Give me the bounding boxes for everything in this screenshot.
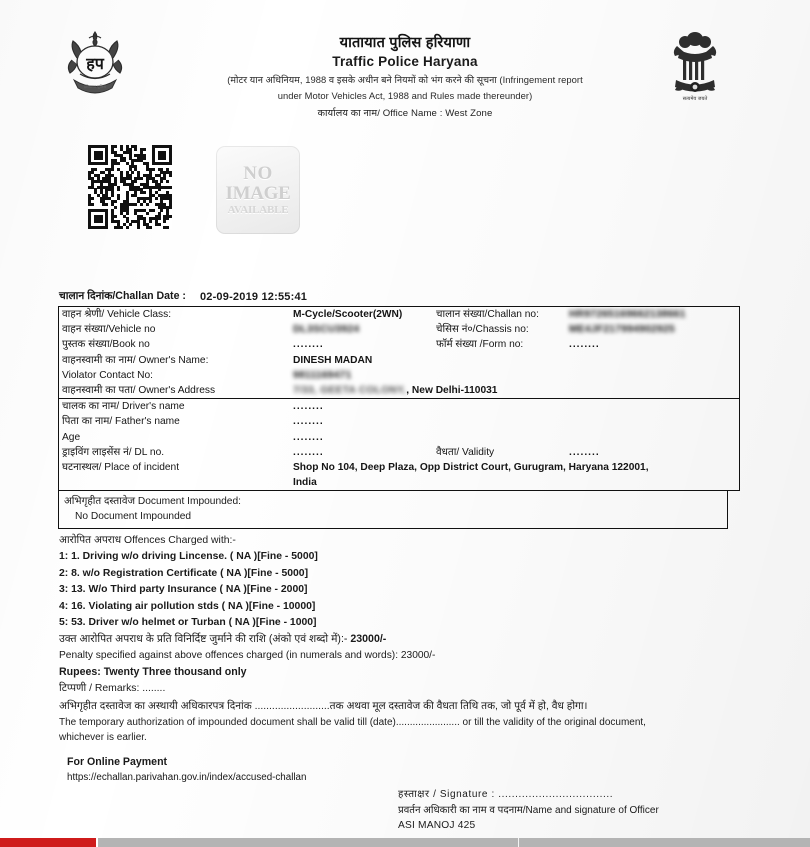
validity-label: वैधता/ Validity: [436, 446, 495, 458]
progress-fill: [0, 838, 97, 847]
dl-no-value: ........: [293, 446, 324, 458]
place-of-incident-value: [290, 460, 740, 491]
challan-no-value: HR97265169662138661: [569, 309, 686, 320]
table-row: [59, 322, 740, 337]
signature-line: हस्ताक्षर / Signature : ..................................: [398, 789, 614, 800]
spacer-cell: [433, 430, 566, 445]
form-no-value: ........: [569, 339, 600, 351]
offence-item: 3: 13. W/o Third party Insurance ( NA )[Fine - 2000]: [59, 584, 308, 596]
table-row: [59, 399, 740, 414]
document-header: [0, 0, 810, 140]
penalty-hindi-amount: 23000/-: [350, 633, 387, 646]
officer-name-designation-label: प्रवर्तन अधिकारी का नाम व पदनाम/Name and signature of Officer: [398, 804, 659, 816]
no-image-line-3: AVAILABLE: [227, 203, 289, 216]
place-of-incident-line-2: India: [293, 477, 317, 489]
svg-text:हरियाणा पुलिस: हरियाणा पुलिस: [83, 84, 107, 89]
owner-address-value: [290, 383, 740, 399]
driver-name-value: ........: [293, 401, 324, 413]
no-image-placeholder: [216, 146, 300, 234]
challan-no-label: चालान संख्या/Challan no:: [436, 309, 539, 320]
challan-date-row: [58, 289, 728, 303]
owner-name-value: DINESH MADAN: [293, 354, 373, 366]
spacer-cell: [433, 368, 566, 383]
age-label: Age: [62, 431, 81, 443]
progress-chapter-tick: [518, 838, 519, 847]
media-row: [0, 140, 810, 280]
video-progress-bar[interactable]: [0, 838, 810, 847]
title-english: Traffic Police Haryana: [332, 54, 478, 70]
age-value: ........: [293, 431, 324, 443]
no-image-line-1: NO: [243, 162, 273, 184]
authorization-english-line-1: The temporary authorization of impounded document shall be valid till (date)....................... or till the validity of the original document,: [59, 717, 646, 729]
document-body: [58, 289, 728, 785]
vehicle-no-value: DL3SCU3924: [293, 324, 360, 336]
spacer-cell: [566, 399, 740, 414]
subtitle-line-1: (मोटर यान अधिनियम, 1988 व इसके अधीन बने नियमों को भंग करने की सूचना (Infringement report: [227, 74, 583, 86]
table-row: [59, 368, 740, 383]
spacer-cell: [433, 353, 566, 368]
spacer-cell: [566, 430, 740, 445]
no-image-line-2: IMAGE: [225, 182, 291, 204]
chassis-no-value: ME4JF217994902925: [569, 324, 675, 336]
table-row: [59, 445, 740, 460]
title-hindi: यातायात पुलिस हरियाणा: [339, 35, 471, 51]
table-row: [59, 460, 740, 491]
challan-date-label: चालान दिनांक/Challan Date :: [59, 290, 186, 302]
validity-value: ........: [569, 446, 600, 458]
place-of-incident-line-1: Shop No 104, Deep Plaza, Opp District Court, Gurugram, Haryana 122001,: [293, 462, 649, 474]
spacer-cell: [433, 399, 566, 414]
remarks-row: टिप्पणी / Remarks: ........: [59, 682, 166, 694]
owner-address-clear: , New Delhi-110031: [406, 385, 498, 397]
document-title-block: [175, 34, 635, 102]
subtitle-line-2: under Motor Vehicles Act, 1988 and Rules made thereunder): [277, 89, 533, 101]
challan-qr-code: [88, 145, 172, 229]
spacer-cell: [566, 414, 740, 429]
authorization-hindi: अभिगृहीत दस्तावेज का अस्थायी अधिकारपत्र दिनांक ..........................तक अथवा मूल दस्तावेज की वैधता तिथि तक, जो पूर्व में हो, वैध होगा।: [59, 701, 588, 713]
spacer-cell: [566, 368, 740, 383]
online-payment-section: [58, 754, 728, 785]
offences-heading: आरोपित अपराध Offences Charged with:-: [59, 535, 236, 547]
document-impounded-heading: अभिगृहीत दस्तावेज Document Impounded:: [64, 496, 241, 508]
table-row: [59, 353, 740, 368]
emblem-caption: सत्यमेव जयते: [682, 96, 708, 102]
driver-details-table: [58, 399, 740, 491]
owner-address-redacted: 7/33, GEETA COLONY,: [293, 385, 407, 397]
table-row: [59, 414, 740, 429]
progress-knob[interactable]: [96, 838, 98, 847]
violator-contact-value: 9811169471: [293, 369, 352, 381]
document-impounded-box: [58, 491, 728, 529]
vehicle-owner-table: [58, 306, 740, 399]
haryana-police-emblem-icon: [58, 28, 132, 100]
offence-item: 5: 53. Driver w/o helmet or Turban ( NA )[Fine - 1000]: [59, 617, 317, 629]
offences-section: [58, 533, 728, 745]
vehicle-class-value: M-Cycle/Scooter(2WN): [293, 309, 403, 320]
penalty-hindi-text: उक्त आरोपित अपराध के प्रति विनिर्दिष्ट जुर्माने की राशि (अंको एवं शब्दो में):-: [59, 633, 348, 646]
table-row: [59, 307, 740, 323]
book-no-label: पुस्तक संख्या/Book no: [62, 339, 150, 351]
owner-address-label: वाहनस्वामी का पता/ Owner's Address: [62, 385, 216, 397]
table-row: [59, 430, 740, 445]
challan-date-value: 02-09-2019 12:55:41: [199, 291, 308, 303]
father-name-label: पिता का नाम/ Father's name: [62, 416, 180, 428]
driver-name-label: चालक का नाम/ Driver's name: [62, 401, 185, 413]
spacer-cell: [566, 353, 740, 368]
spacer-cell: [433, 414, 566, 429]
officer-name-value: ASI MANOJ 425: [398, 820, 476, 831]
offence-item: 1: 1. Driving w/o driving Lincense. ( NA )[Fine - 5000]: [59, 551, 318, 563]
online-payment-heading: For Online Payment: [67, 756, 168, 769]
book-no-value: ........: [293, 339, 324, 351]
penalty-rupees-in-words: Rupees: Twenty Three thousand only: [59, 666, 247, 679]
signature-block: [398, 787, 748, 834]
offence-item: 4: 16. Violating air pollution stds ( NA )[Fine - 10000]: [59, 600, 316, 612]
authorization-english-line-2: whichever is earlier.: [59, 732, 147, 744]
vehicle-no-label: वाहन संख्या/Vehicle no: [62, 324, 156, 336]
father-name-value: ........: [293, 416, 324, 428]
document-impounded-value: No Document Impounded: [75, 511, 192, 523]
form-no-label: फॉर्म संख्या /Form no:: [436, 339, 524, 351]
online-payment-url[interactable]: https://echallan.parivahan.gov.in/index/accused-challan: [67, 772, 307, 784]
table-row: [59, 337, 740, 352]
ashoka-pillar-emblem-icon: [660, 28, 730, 106]
chassis-no-label: चेसिस नं०/Chassis no:: [436, 324, 529, 336]
penalty-english-text: Penalty specified against above offences charged (in numerals and words): 23000/-: [59, 650, 436, 662]
vehicle-class-label: वाहन श्रेणी/ Vehicle Class:: [62, 309, 172, 320]
violator-contact-label: Violator Contact No:: [62, 369, 153, 381]
office-name: कार्यालय का नाम/ Office Name : West Zone: [317, 108, 493, 119]
offence-item: 2: 8. w/o Registration Certificate ( NA )[Fine - 5000]: [59, 567, 309, 579]
owner-name-label: वाहनस्वामी का नाम/ Owner's Name:: [62, 354, 209, 366]
table-row: [59, 383, 740, 399]
svg-text:हप: हप: [86, 54, 104, 73]
penalty-hindi-row: [59, 631, 728, 648]
dl-no-label: ड्राइविंग लाइसेंस नं/ DL no.: [62, 446, 165, 458]
place-of-incident-label: घटनास्थल/ Place of incident: [62, 462, 180, 474]
